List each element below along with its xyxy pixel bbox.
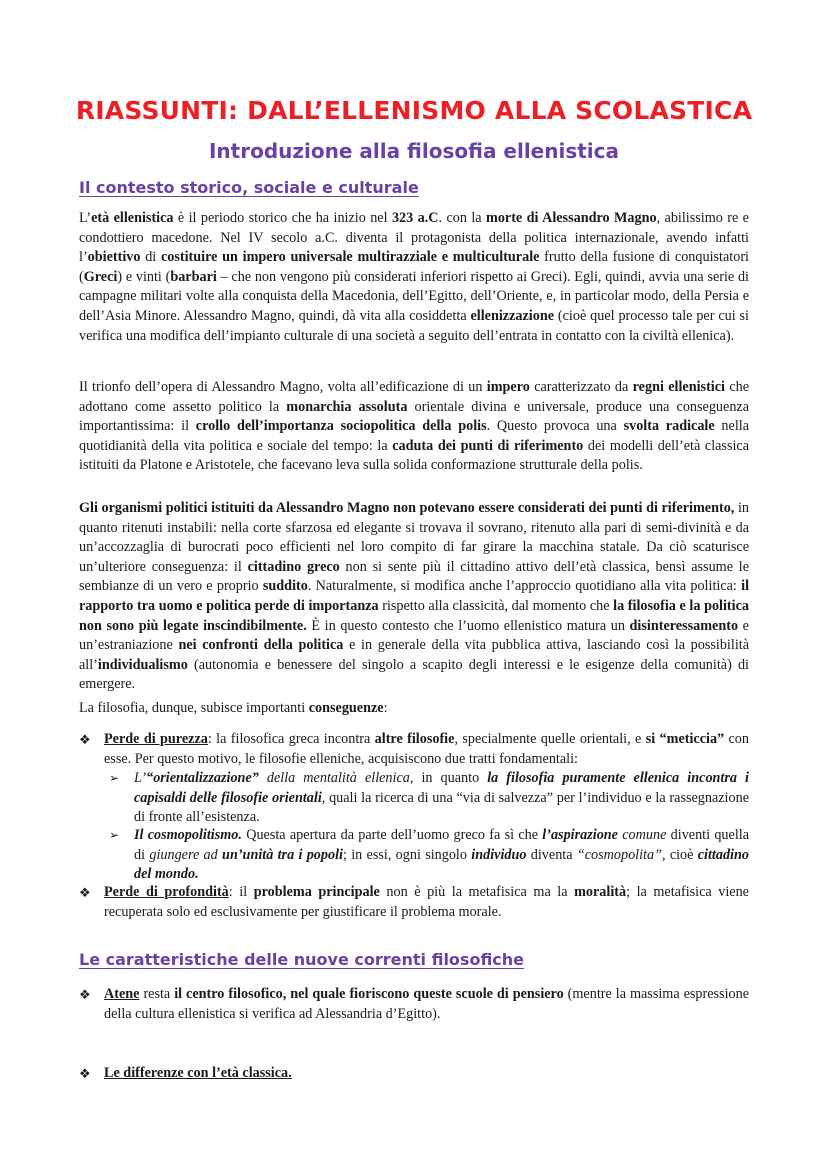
text-run: e un’estraniazione [79, 617, 749, 654]
text-run: ) e vinti ( [117, 268, 171, 285]
sub-list-item-orientalizzazione [109, 769, 749, 828]
text-run: : la filosofica greca incontra [207, 731, 375, 747]
text-run: non si sente più il cittadino attivo dell’età classica, bensì assume le sembianze di un vero e proprio [79, 558, 750, 595]
text-run: si “meticcia” [645, 731, 725, 747]
text-run: ; in essi, ogni singolo [342, 846, 472, 863]
text-run: Greci [83, 268, 118, 285]
text-run: orientale divina e universale, produce una conseguenza importantissima: il [79, 398, 750, 435]
text-run: L’ [134, 770, 147, 786]
arrow-bullet-icon: ➢ [109, 771, 120, 785]
text-run: la filosofia e la politica non sono più legate inscindibilmente. [79, 597, 749, 634]
text-run: altre filosofie [374, 731, 455, 747]
bullet-icon: ❖ [79, 1066, 91, 1081]
text-run: obiettivo [87, 249, 141, 266]
list-item-purezza [79, 730, 749, 769]
text-run: un’unità tra i popoli [217, 846, 343, 863]
text-run: È in questo contesto che l’uomo ellenistico matura un [306, 617, 630, 634]
text-run: diventi quella di [134, 827, 750, 863]
text-run: Gli organismi politici istituiti da Alessandro Magno non potevano essere considerati dei punti di riferimento, [79, 500, 735, 516]
text-run: crollo dell’importanza sociopolitica della polis [195, 418, 487, 435]
text-run: impero [486, 379, 530, 395]
text-run: il centro filosofico, nel quale fioriscono queste scuole di pensiero [174, 986, 564, 1002]
text-run: ellenizzazione [470, 307, 555, 324]
text-run: conseguenze [308, 700, 384, 716]
text-run: resta [139, 986, 175, 1002]
text-run: Questa apertura da parte dell’uomo greco fa sì che [241, 827, 543, 843]
text-run: : il [228, 884, 254, 900]
text-run: , in quanto [409, 770, 488, 786]
list-item-text [104, 1064, 749, 1084]
paragraph-3 [79, 499, 749, 695]
text-run: è il periodo storico che ha inizio nel [173, 210, 392, 226]
text-run: di [140, 249, 161, 266]
text-run: diventa [526, 846, 577, 863]
text-run: nei confronti della politica [178, 637, 344, 654]
text-run: individualismo [97, 656, 188, 673]
list-item-text [104, 985, 749, 1024]
text-run: caratterizzato da [529, 379, 633, 395]
text-run: : [383, 700, 388, 716]
text-run: nella quotidianità della vita politica e sociale del tempo: la [79, 418, 750, 454]
text-run: e in generale della vita pubblica attiva, lasciando così la possibilità all’ [79, 637, 749, 673]
bullet-icon: ❖ [79, 732, 91, 747]
text-run: giungere ad [149, 846, 218, 863]
text-run: cittadino del mondo. [134, 846, 749, 883]
text-run: che adottano come assetto politico la [79, 379, 750, 415]
sub-list-item-cosmopolitismo [109, 826, 749, 885]
paragraph-2 [79, 378, 749, 476]
text-run: . con la [438, 210, 486, 226]
text-run: moralità [574, 884, 627, 900]
text-run: cioè [665, 846, 698, 863]
bullet-icon: ❖ [79, 987, 91, 1002]
text-run: (autonomia e benessere del singolo a scapito degli interessi e le esigenze della comunità) di emergere. [79, 656, 749, 693]
text-run: (mentre la massima espressione della cultura ellenistica si verifica ad Alessandria d’Egitto). [104, 986, 749, 1022]
text-run: “cosmopolita”, [576, 846, 666, 863]
list-item-atene [79, 985, 749, 1024]
text-run: Atene [104, 986, 140, 1002]
text-run: monarchia assoluta [286, 398, 408, 415]
text-run: il rapporto tra uomo e politica perde di importanza [79, 578, 750, 614]
text-run: della mentalità ellenica [258, 770, 410, 786]
text-run: disinteressamento [629, 617, 739, 634]
text-run: età ellenistica [91, 210, 174, 226]
text-run: Il cosmopolitismo. [134, 827, 242, 843]
text-run: Il trionfo dell’opera di Alessandro Magno, volta all’edificazione di un [79, 379, 487, 395]
text-run: suddito [262, 578, 308, 595]
section-heading-context: Il contesto storico, sociale e culturale [79, 178, 419, 197]
text-run: non è più la metafisica ma la [379, 884, 575, 900]
text-run: dei modelli dell’età classica istituiti da Platone e Aristotele, che facevano leva sulla solida conformazione strutturale della polis. [79, 437, 750, 474]
text-run: l’aspirazione [542, 827, 618, 843]
text-run: frutto della fusione di conquistatori ( [79, 249, 749, 285]
text-run: . Naturalmente, si modifica anche l’approccio quotidiano alla vita politica: [307, 578, 742, 595]
text-run: Le differenze con l’età classica. [104, 1065, 292, 1081]
text-run: (cioè quel processo tale per cui si verifica una modifica dell’impianto culturale di una società a seguito dell’entrata in contatto con la civiltà ellenica). [79, 307, 750, 344]
text-run: – che non vengono più considerati inferiori rispetto ai Greci). Egli, quindi, avvia una serie di campagne militari volte alla conquista della Macedonia, dell’Egitto, dell’Oriente, e, in particolar modo, della Persia e dell’Asia Minore. Alessandro Magno, quindi, dà vita alla cosiddetta [79, 268, 749, 324]
text-run: “orientalizzazione” [146, 770, 259, 786]
text-run: problema principale [253, 884, 380, 900]
bullet-icon: ❖ [79, 885, 91, 900]
list-item-text [104, 883, 749, 922]
text-run: , abilissimo re e condottiero macedone. Nel IV secolo a.C. diventa il protagonista della politica internazionale, avendo infatti l’ [79, 210, 749, 266]
document-subtitle: Introduzione alla filosofia ellenistica [208, 139, 620, 163]
text-run: svolta radicale [623, 418, 715, 435]
text-run: Perde di purezza [104, 731, 208, 747]
text-run: la filosofia puramente ellenica incontra i capisaldi delle filosofie orientali [134, 770, 749, 806]
text-run: La filosofia, dunque, subisce importanti [79, 700, 309, 716]
text-run: barbari [170, 268, 217, 285]
section-heading-correnti: Le caratteristiche delle nuove correnti filosofiche [79, 950, 525, 969]
list-item-text [104, 730, 749, 769]
paragraph-1 [79, 209, 749, 346]
list-item-profondita [79, 883, 749, 922]
text-run: con esse. Per questo motivo, le filosofie elleniche, acquisiscono due tratti fondamentali: [104, 731, 749, 767]
text-run: , quali la ricerca di una “via di salvezza” per l’individuo e la rassegnazione di fronte all’esistenza. [134, 789, 749, 826]
document-title: RIASSUNTI: DALL’ELLENISMO ALLA SCOLASTICA [75, 96, 753, 125]
text-run: caduta dei punti di riferimento [392, 437, 584, 454]
text-run: , specialmente quelle orientali, e [454, 731, 646, 747]
text-run: morte di Alessandro Magno [486, 210, 657, 226]
text-run: . Questo provoca una [486, 418, 624, 435]
text-run: cittadino greco [247, 558, 340, 575]
text-run: L’ [79, 210, 92, 226]
text-run: individuo [471, 846, 527, 863]
text-run: regni ellenistici [632, 379, 725, 395]
text-run: ; la metafisica viene recuperata solo ed esclusivamente per giustificare il problema morale. [104, 884, 749, 920]
text-run: comune [617, 827, 667, 843]
text-run: rispetto alla classicità, dal momento che [378, 597, 614, 614]
sub-list-item-text [134, 826, 749, 885]
text-run: in quanto ritenuti instabili: nella corte sfarzosa ed elegante si trovava il sovrano, ritenuto alla pari di semi-divinità e da un’accozzaglia di burocrati poco efficienti nel loro compito di far girare la macchina statale. Da ciò scaturisce un’ulteriore conseguenza: il [79, 500, 749, 575]
paragraph-4 [79, 699, 749, 719]
list-item-differenze [79, 1064, 749, 1084]
sub-list-item-text [134, 769, 749, 828]
text-run: Perde di profondità [104, 884, 229, 900]
arrow-bullet-icon: ➢ [109, 828, 120, 842]
text-run: 323 a.C [391, 210, 439, 226]
text-run: costituire un impero universale multirazziale e multiculturale [160, 249, 540, 266]
